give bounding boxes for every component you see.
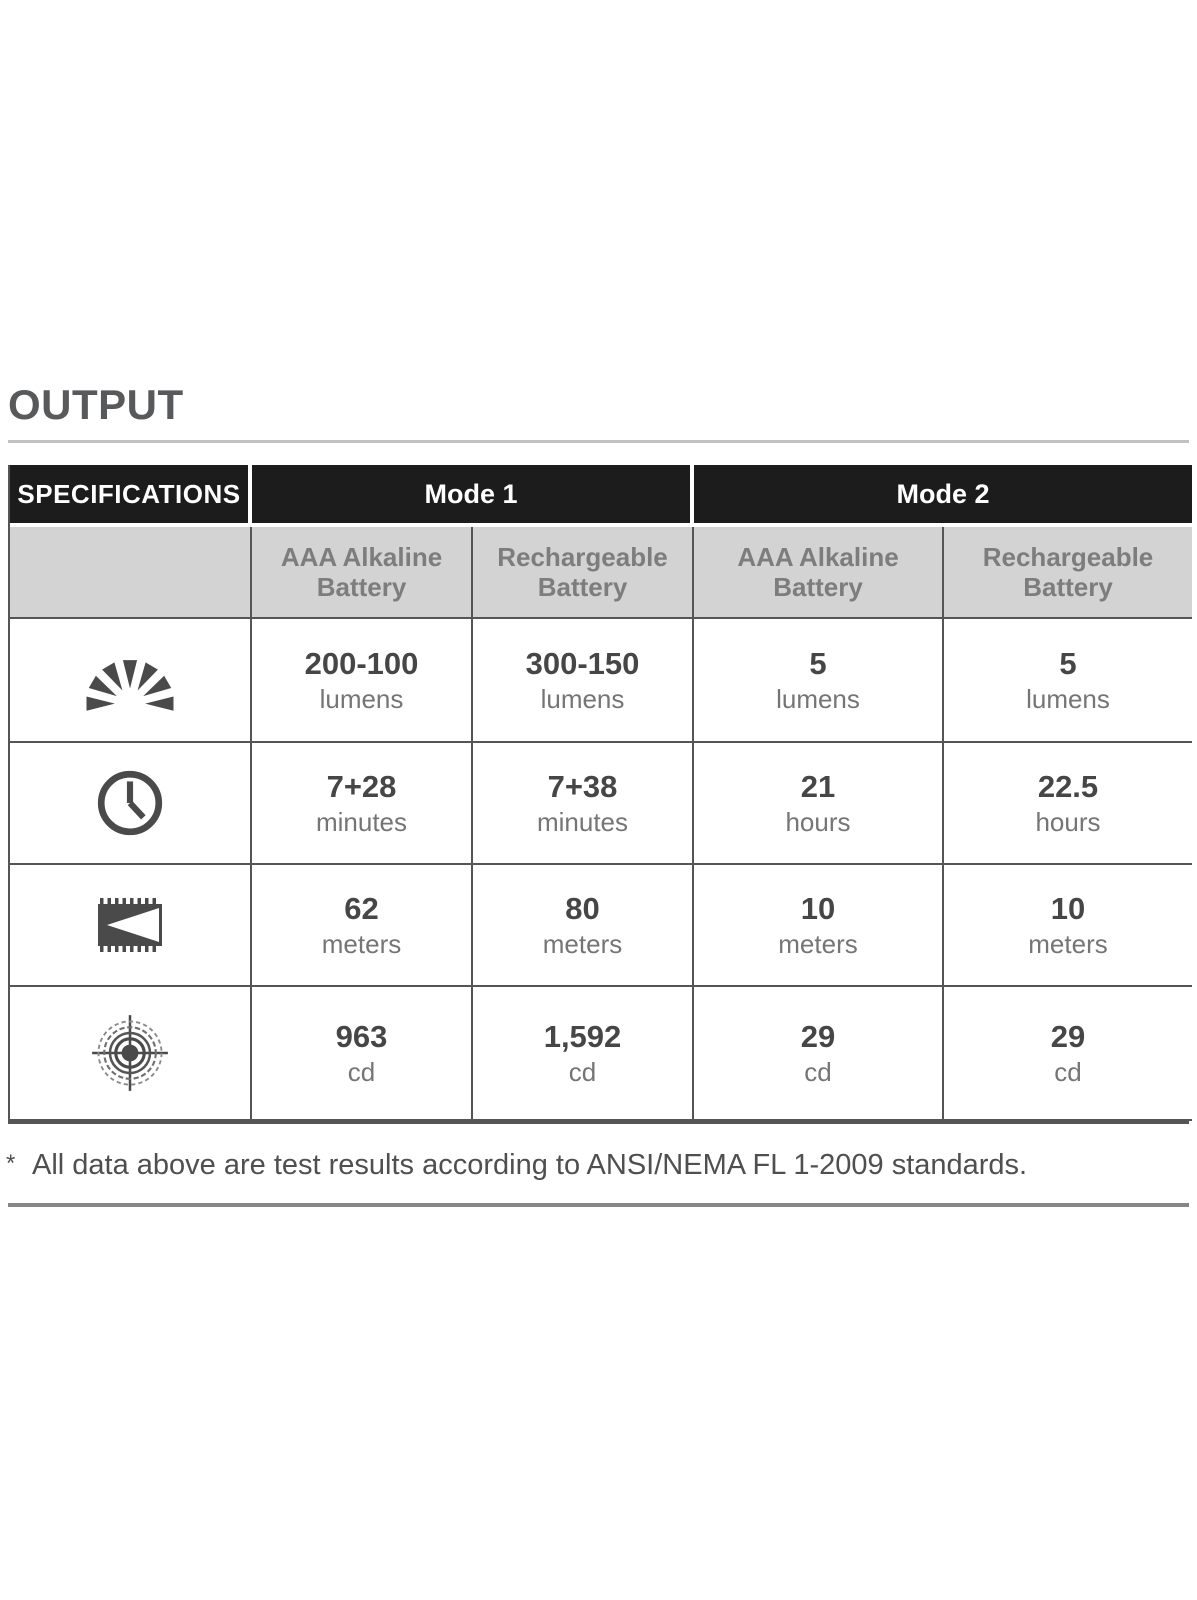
brightness-icon bbox=[78, 643, 182, 717]
cell-value: 10 bbox=[1050, 890, 1086, 926]
battery-header-mode2-rechargeable: Rechargeable Battery bbox=[944, 527, 1192, 619]
cell-beam-distance-mode1-alkaline bbox=[252, 865, 473, 987]
cell-value: 29 bbox=[800, 1018, 836, 1054]
cell-intensity-mode2-rechargeable bbox=[944, 987, 1192, 1121]
cell-value: 1,592 bbox=[543, 1018, 622, 1054]
cell-value: 29 bbox=[1050, 1018, 1086, 1054]
cell-runtime-mode1-alkaline bbox=[252, 743, 473, 865]
cell-value: 300-150 bbox=[525, 645, 640, 681]
battery-header-mode2-alkaline: AAA Alkaline Battery bbox=[694, 527, 944, 619]
cell-light-output-mode2-rechargeable bbox=[944, 619, 1192, 743]
cell-runtime-mode1-rechargeable bbox=[473, 743, 694, 865]
cell-runtime-mode2-rechargeable bbox=[944, 743, 1192, 865]
beam-distance-icon bbox=[95, 894, 165, 956]
cell-unit: lumens bbox=[1026, 683, 1110, 714]
cell-unit: meters bbox=[542, 928, 623, 959]
cell-unit: meters bbox=[321, 928, 402, 959]
cell-unit: cd bbox=[568, 1056, 597, 1087]
cell-unit: cd bbox=[804, 1056, 832, 1087]
battery-header-mode1-rechargeable: Rechargeable Battery bbox=[473, 527, 694, 619]
cell-value: 5 bbox=[809, 645, 827, 681]
cell-intensity-mode1-alkaline bbox=[252, 987, 473, 1121]
cell-light-output-mode2-alkaline bbox=[694, 619, 944, 743]
cell-unit: hours bbox=[785, 806, 851, 837]
cell-value: 10 bbox=[800, 890, 836, 926]
cell-light-output-mode1-alkaline bbox=[252, 619, 473, 743]
cell-value: 22.5 bbox=[1037, 768, 1099, 804]
page-title: OUTPUT bbox=[8, 381, 184, 428]
cell-value: 5 bbox=[1059, 645, 1077, 681]
cell-unit: lumens bbox=[776, 683, 860, 714]
cell-beam-distance-mode1-rechargeable bbox=[473, 865, 694, 987]
cell-intensity-mode1-rechargeable bbox=[473, 987, 694, 1121]
peak-beam-intensity-icon bbox=[90, 1013, 170, 1093]
table-row-light-output-icon-cell bbox=[10, 619, 252, 743]
cell-value: 200-100 bbox=[304, 645, 419, 681]
cell-beam-distance-mode2-alkaline bbox=[694, 865, 944, 987]
cell-unit: meters bbox=[778, 928, 858, 959]
cell-unit: cd bbox=[1054, 1056, 1082, 1087]
cell-value: 7+28 bbox=[326, 768, 397, 804]
cell-unit: cd bbox=[347, 1056, 376, 1087]
bottom-divider bbox=[8, 1203, 1189, 1207]
cell-unit: minutes bbox=[315, 806, 408, 837]
cell-value: 7+38 bbox=[547, 768, 618, 804]
cell-intensity-mode2-alkaline bbox=[694, 987, 944, 1121]
subheader-spacer-cell bbox=[10, 527, 252, 619]
cell-value: 963 bbox=[335, 1018, 388, 1054]
table-row-beam-distance-icon-cell bbox=[10, 865, 252, 987]
cell-unit: hours bbox=[1035, 806, 1101, 837]
battery-header-mode1-alkaline: AAA Alkaline Battery bbox=[252, 527, 473, 619]
table-row-runtime-icon-cell bbox=[10, 743, 252, 865]
cell-value: 62 bbox=[344, 890, 379, 926]
cell-light-output-mode1-rechargeable bbox=[473, 619, 694, 743]
output-spec-table bbox=[8, 465, 1189, 1124]
title-divider bbox=[8, 440, 1189, 443]
cell-unit: minutes bbox=[536, 806, 629, 837]
cell-unit: lumens bbox=[319, 683, 404, 714]
cell-runtime-mode2-alkaline bbox=[694, 743, 944, 865]
table-row-intensity-icon-cell bbox=[10, 987, 252, 1121]
cell-unit: lumens bbox=[540, 683, 625, 714]
cell-value: 21 bbox=[800, 768, 836, 804]
footnote-asterisk: * bbox=[6, 1150, 16, 1178]
mode2-header: Mode 2 bbox=[694, 465, 1192, 527]
cell-value: 80 bbox=[565, 890, 600, 926]
specifications-header: SPECIFICATIONS bbox=[10, 465, 252, 527]
runtime-clock-icon bbox=[93, 766, 167, 840]
footnote-text: All data above are test results according to ANSI/NEMA FL 1-2009 standards. bbox=[32, 1149, 1028, 1182]
cell-unit: meters bbox=[1028, 928, 1108, 959]
cell-beam-distance-mode2-rechargeable bbox=[944, 865, 1192, 987]
mode1-header: Mode 1 bbox=[252, 465, 694, 527]
footnote bbox=[8, 1148, 1189, 1183]
